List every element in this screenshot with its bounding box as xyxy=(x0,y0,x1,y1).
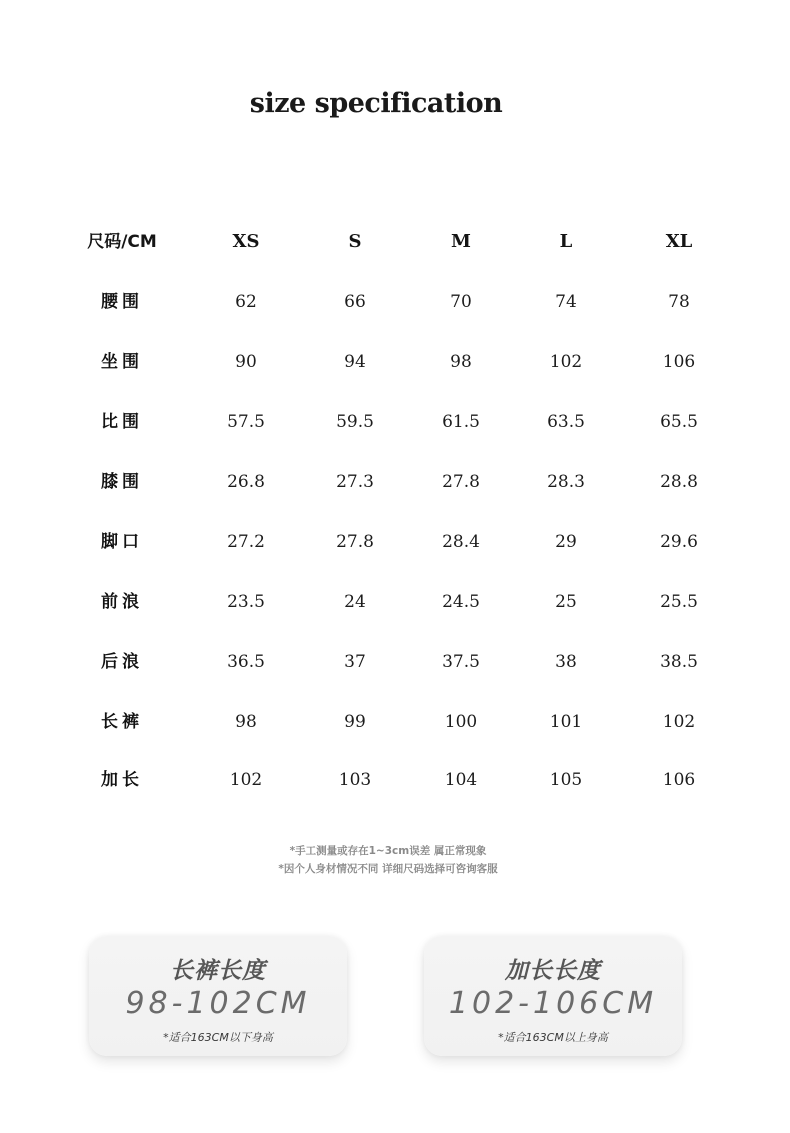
note-line: *手工测量或存在1~3cm误差 属正常现象 xyxy=(289,845,487,857)
card-range: 102-106CM xyxy=(448,986,658,1021)
table-cell: 100 xyxy=(444,712,478,732)
table-cell: 94 xyxy=(344,352,366,372)
table-cell: 28.3 xyxy=(547,472,585,492)
table-cell: 37 xyxy=(344,652,366,672)
row-label: 前浪 xyxy=(101,592,143,612)
table-cell: 104 xyxy=(444,770,478,790)
header-cell-xs: XS xyxy=(232,231,260,252)
table-cell: 63.5 xyxy=(547,412,585,432)
table-cell: 25 xyxy=(555,592,577,612)
table-cell: 102 xyxy=(229,770,263,790)
table-cell: 28.4 xyxy=(442,532,480,552)
table-cell: 103 xyxy=(338,770,372,790)
table-cell: 102 xyxy=(662,712,696,732)
table-cell: 26.8 xyxy=(227,472,265,492)
table-cell: 29 xyxy=(555,532,577,552)
table-cell: 98 xyxy=(450,352,472,372)
table-row xyxy=(0,582,790,622)
table-header-row xyxy=(0,222,790,262)
table-row xyxy=(0,282,790,322)
card-title: 长裤长度 xyxy=(170,958,266,984)
table-cell: 101 xyxy=(549,712,583,732)
row-label: 比围 xyxy=(101,412,143,432)
row-label: 膝围 xyxy=(101,472,143,492)
table-cell: 70 xyxy=(450,292,472,312)
row-label: 加长 xyxy=(101,770,143,790)
measurement-notes xyxy=(0,842,776,878)
row-label: 腰围 xyxy=(101,292,143,312)
table-cell: 38.5 xyxy=(660,652,698,672)
header-cell-size-unit: 尺码/CM xyxy=(87,232,157,252)
table-row xyxy=(0,522,790,562)
table-row xyxy=(0,402,790,442)
note-line: *因个人身材情况不同 详细尺码选择可咨询客服 xyxy=(278,863,498,875)
table-row xyxy=(0,342,790,382)
table-cell: 23.5 xyxy=(227,592,265,612)
table-cell: 27.2 xyxy=(227,532,265,552)
table-row xyxy=(0,642,790,682)
table-cell: 99 xyxy=(344,712,366,732)
table-row xyxy=(0,702,790,742)
table-cell: 59.5 xyxy=(336,412,374,432)
table-cell: 65.5 xyxy=(660,412,698,432)
table-cell: 57.5 xyxy=(227,412,265,432)
table-cell: 74 xyxy=(555,292,577,312)
table-cell: 25.5 xyxy=(660,592,698,612)
table-cell: 90 xyxy=(235,352,257,372)
table-cell: 102 xyxy=(549,352,583,372)
card-range: 98-102CM xyxy=(125,986,311,1021)
table-cell: 27.3 xyxy=(336,472,374,492)
row-label: 脚口 xyxy=(101,532,143,552)
card-title: 加长长度 xyxy=(505,958,601,984)
table-row xyxy=(0,760,790,800)
table-cell: 106 xyxy=(662,770,696,790)
table-cell: 62 xyxy=(235,292,257,312)
table-cell: 29.6 xyxy=(660,532,698,552)
row-label: 长裤 xyxy=(101,712,143,732)
table-cell: 105 xyxy=(549,770,583,790)
header-cell-xl: XL xyxy=(665,231,693,252)
header-cell-s: S xyxy=(348,231,362,252)
row-label: 坐围 xyxy=(101,352,143,372)
table-cell: 78 xyxy=(668,292,690,312)
length-card-regular xyxy=(89,936,347,1056)
page-title: size specification xyxy=(249,88,503,119)
table-cell: 37.5 xyxy=(442,652,480,672)
row-label: 后浪 xyxy=(101,652,143,672)
table-cell: 61.5 xyxy=(442,412,480,432)
table-cell: 36.5 xyxy=(227,652,265,672)
table-cell: 27.8 xyxy=(442,472,480,492)
table-cell: 24 xyxy=(344,592,366,612)
length-card-long xyxy=(424,936,682,1056)
table-cell: 98 xyxy=(235,712,257,732)
header-cell-l: L xyxy=(559,231,573,252)
table-cell: 27.8 xyxy=(336,532,374,552)
table-cell: 38 xyxy=(555,652,577,672)
table-cell: 28.8 xyxy=(660,472,698,492)
table-cell: 106 xyxy=(662,352,696,372)
table-cell: 24.5 xyxy=(442,592,480,612)
card-note: *适合163CM以上身高 xyxy=(498,1031,608,1044)
table-row xyxy=(0,462,790,502)
header-cell-m: M xyxy=(451,231,471,252)
table-cell: 66 xyxy=(344,292,366,312)
card-note: *适合163CM以下身高 xyxy=(163,1031,273,1044)
